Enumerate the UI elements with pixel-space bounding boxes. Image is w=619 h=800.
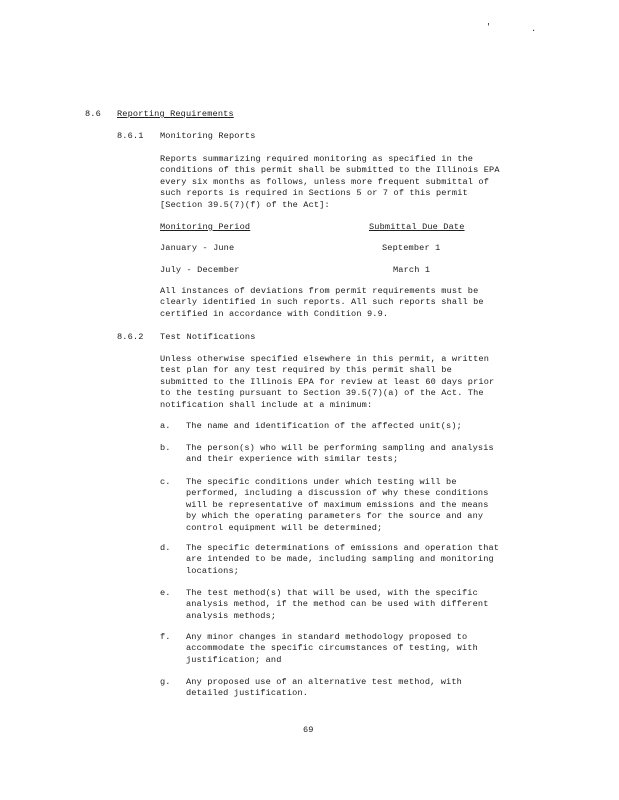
test-notification-paragraph: Unless otherwise specified elsewhere in this permit, a written test plan for any test required by this permit shall be submitted to the Illinois EPA for review at least 60 days prior to the testing pursuant to Section 39.5(7)(a) of the Act. The notification shall include at a minimum: bbox=[160, 354, 495, 410]
subsection-title: Test Notifications bbox=[160, 332, 256, 342]
list-item-label: f. bbox=[160, 632, 171, 642]
list-item-label: g. bbox=[160, 677, 171, 687]
scan-mark: ' bbox=[486, 22, 492, 32]
list-item-label: c. bbox=[160, 477, 171, 487]
list-item-text: The specific conditions under which testing will be performed, including a discussion of why these conditions will be representative of maximum emissions and the means by which the operating parameters for the source and any control equipment will be determined; bbox=[186, 477, 489, 533]
list-item-label: e. bbox=[160, 588, 171, 598]
page-number: 69 bbox=[303, 725, 314, 735]
table-row-period: July - December bbox=[160, 265, 240, 275]
list-item-text: The specific determinations of emissions and operation that are intended to be made, including sampling and monitoring locations; bbox=[186, 543, 500, 576]
table-row-period: January - June bbox=[160, 243, 235, 253]
section-number: 8.6 bbox=[85, 109, 101, 119]
table-row-due-date: March 1 bbox=[393, 265, 431, 275]
subsection-title: Monitoring Reports bbox=[160, 131, 256, 141]
subsection-number: 8.6.1 bbox=[117, 131, 144, 141]
table-header-period: Monitoring Period bbox=[160, 222, 251, 232]
monitoring-paragraph: Reports summarizing required monitoring as specified in the conditions of this permit shall be submitted to the Illinois EPA every six months as follows, unless more frequent submittal of such reports is required in Sections 5 or 7 of this permit [Section 39.5(7)(f) of the Act]: bbox=[160, 154, 500, 210]
monitoring-closing-paragraph: All instances of deviations from permit requirements must be clearly identified in such reports. All such reports shall be certified in accordance with Condition 9.9. bbox=[160, 286, 484, 319]
table-header-due-date: Submittal Due Date bbox=[369, 222, 465, 232]
subsection-number: 8.6.2 bbox=[117, 332, 144, 342]
list-item-text: The test method(s) that will be used, with the specific analysis method, if the method can be used with different analysis methods; bbox=[186, 588, 489, 621]
list-item-text: Any proposed use of an alternative test method, with detailed justification. bbox=[186, 677, 462, 699]
table-row-due-date: September 1 bbox=[382, 243, 441, 253]
list-item-text: The name and identification of the affected unit(s); bbox=[186, 421, 462, 431]
list-item-label: a. bbox=[160, 421, 171, 431]
list-item-label: d. bbox=[160, 543, 171, 553]
list-item-text: Any minor changes in standard methodology proposed to accommodate the specific circumstances of testing, with justification; and bbox=[186, 632, 478, 665]
list-item-text: The person(s) who will be performing sampling and analysis and their experience with similar tests; bbox=[186, 443, 494, 465]
scan-mark: . bbox=[531, 24, 537, 34]
section-title: Reporting Requirements bbox=[117, 109, 234, 119]
list-item-label: b. bbox=[160, 443, 171, 453]
